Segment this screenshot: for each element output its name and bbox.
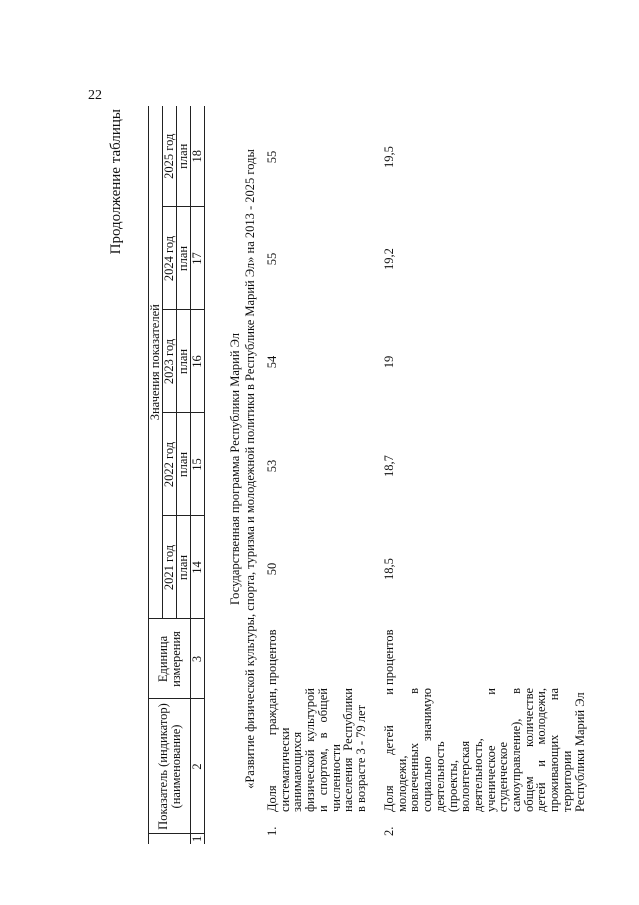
program-title-line-1: Государственная программа Республики Марий Эл	[228, 333, 242, 605]
col-num-18: 18	[191, 106, 205, 207]
col-num-15: 15	[191, 413, 205, 516]
row-value-2024: 19,2	[382, 248, 396, 270]
col-num-3: 3	[191, 619, 205, 699]
header-plan-2025: план	[177, 106, 191, 207]
header-plan-2021: план	[177, 516, 191, 619]
header-year-2021: 2021 год	[163, 516, 177, 619]
table-header	[148, 106, 205, 844]
program-title-line-2: «Развитие физической культуры, спорта, туризма и молодежной политики в Республике Марий Эл» на 2013 - 2025 годы	[243, 149, 257, 789]
continuation-label: Продолжение таблицы	[108, 109, 124, 255]
header-unit: Единица измерения	[149, 619, 191, 699]
row-value-2024: 55	[265, 252, 279, 266]
rotated-page-content	[100, 99, 587, 844]
header-year-2025: 2025 год	[163, 106, 177, 207]
header-indicator: Показатель (индикатор) (наименование)	[149, 699, 191, 834]
row-value-2021: 50	[265, 562, 279, 576]
program-title	[228, 109, 258, 829]
header-plan-2023: план	[177, 310, 191, 413]
row-value-2025: 55	[265, 150, 279, 164]
row-value-2025: 19,5	[382, 146, 396, 168]
col-num-17: 17	[191, 207, 205, 310]
header-plan-2022: план	[177, 413, 191, 516]
header-year-2024: 2024 год	[163, 207, 177, 310]
header-values-group: Значения показателей	[149, 106, 163, 619]
header-year-2023: 2023 год	[163, 310, 177, 413]
col-num-14: 14	[191, 516, 205, 619]
page-number: 22	[88, 88, 102, 103]
row-indicator-name: Доля детей и молодежи, вовлеченных в социально значимую деятельность (проекты, волонтерская деятельность, ученическое и студенческое самоуправление), в общем количестве детей и молодежи, проживающих на территории Республики Марий Эл	[382, 688, 587, 812]
header-indicator-left-cell	[149, 834, 191, 844]
row-value-2022: 18,7	[382, 455, 396, 477]
col-num-2: 2	[191, 699, 205, 834]
row-unit: процентов	[265, 629, 279, 685]
col-num-16: 16	[191, 310, 205, 413]
header-plan-2024: план	[177, 207, 191, 310]
col-num-1: 1	[190, 835, 204, 842]
header-year-2022: 2022 год	[163, 413, 177, 516]
row-value-2023: 19	[382, 355, 396, 369]
row-value-2021: 18,5	[382, 558, 396, 580]
row-unit: процентов	[382, 629, 396, 685]
row-number: 1.	[265, 826, 279, 836]
row-number: 2.	[382, 826, 396, 836]
row-indicator-name: Доля граждан, систематически занимающихся физической культурой и спортом, в общей численности населения Республики в возрасте 3 - 79 лет	[265, 688, 368, 812]
row-value-2023: 54	[265, 355, 279, 369]
row-value-2022: 53	[265, 459, 279, 473]
